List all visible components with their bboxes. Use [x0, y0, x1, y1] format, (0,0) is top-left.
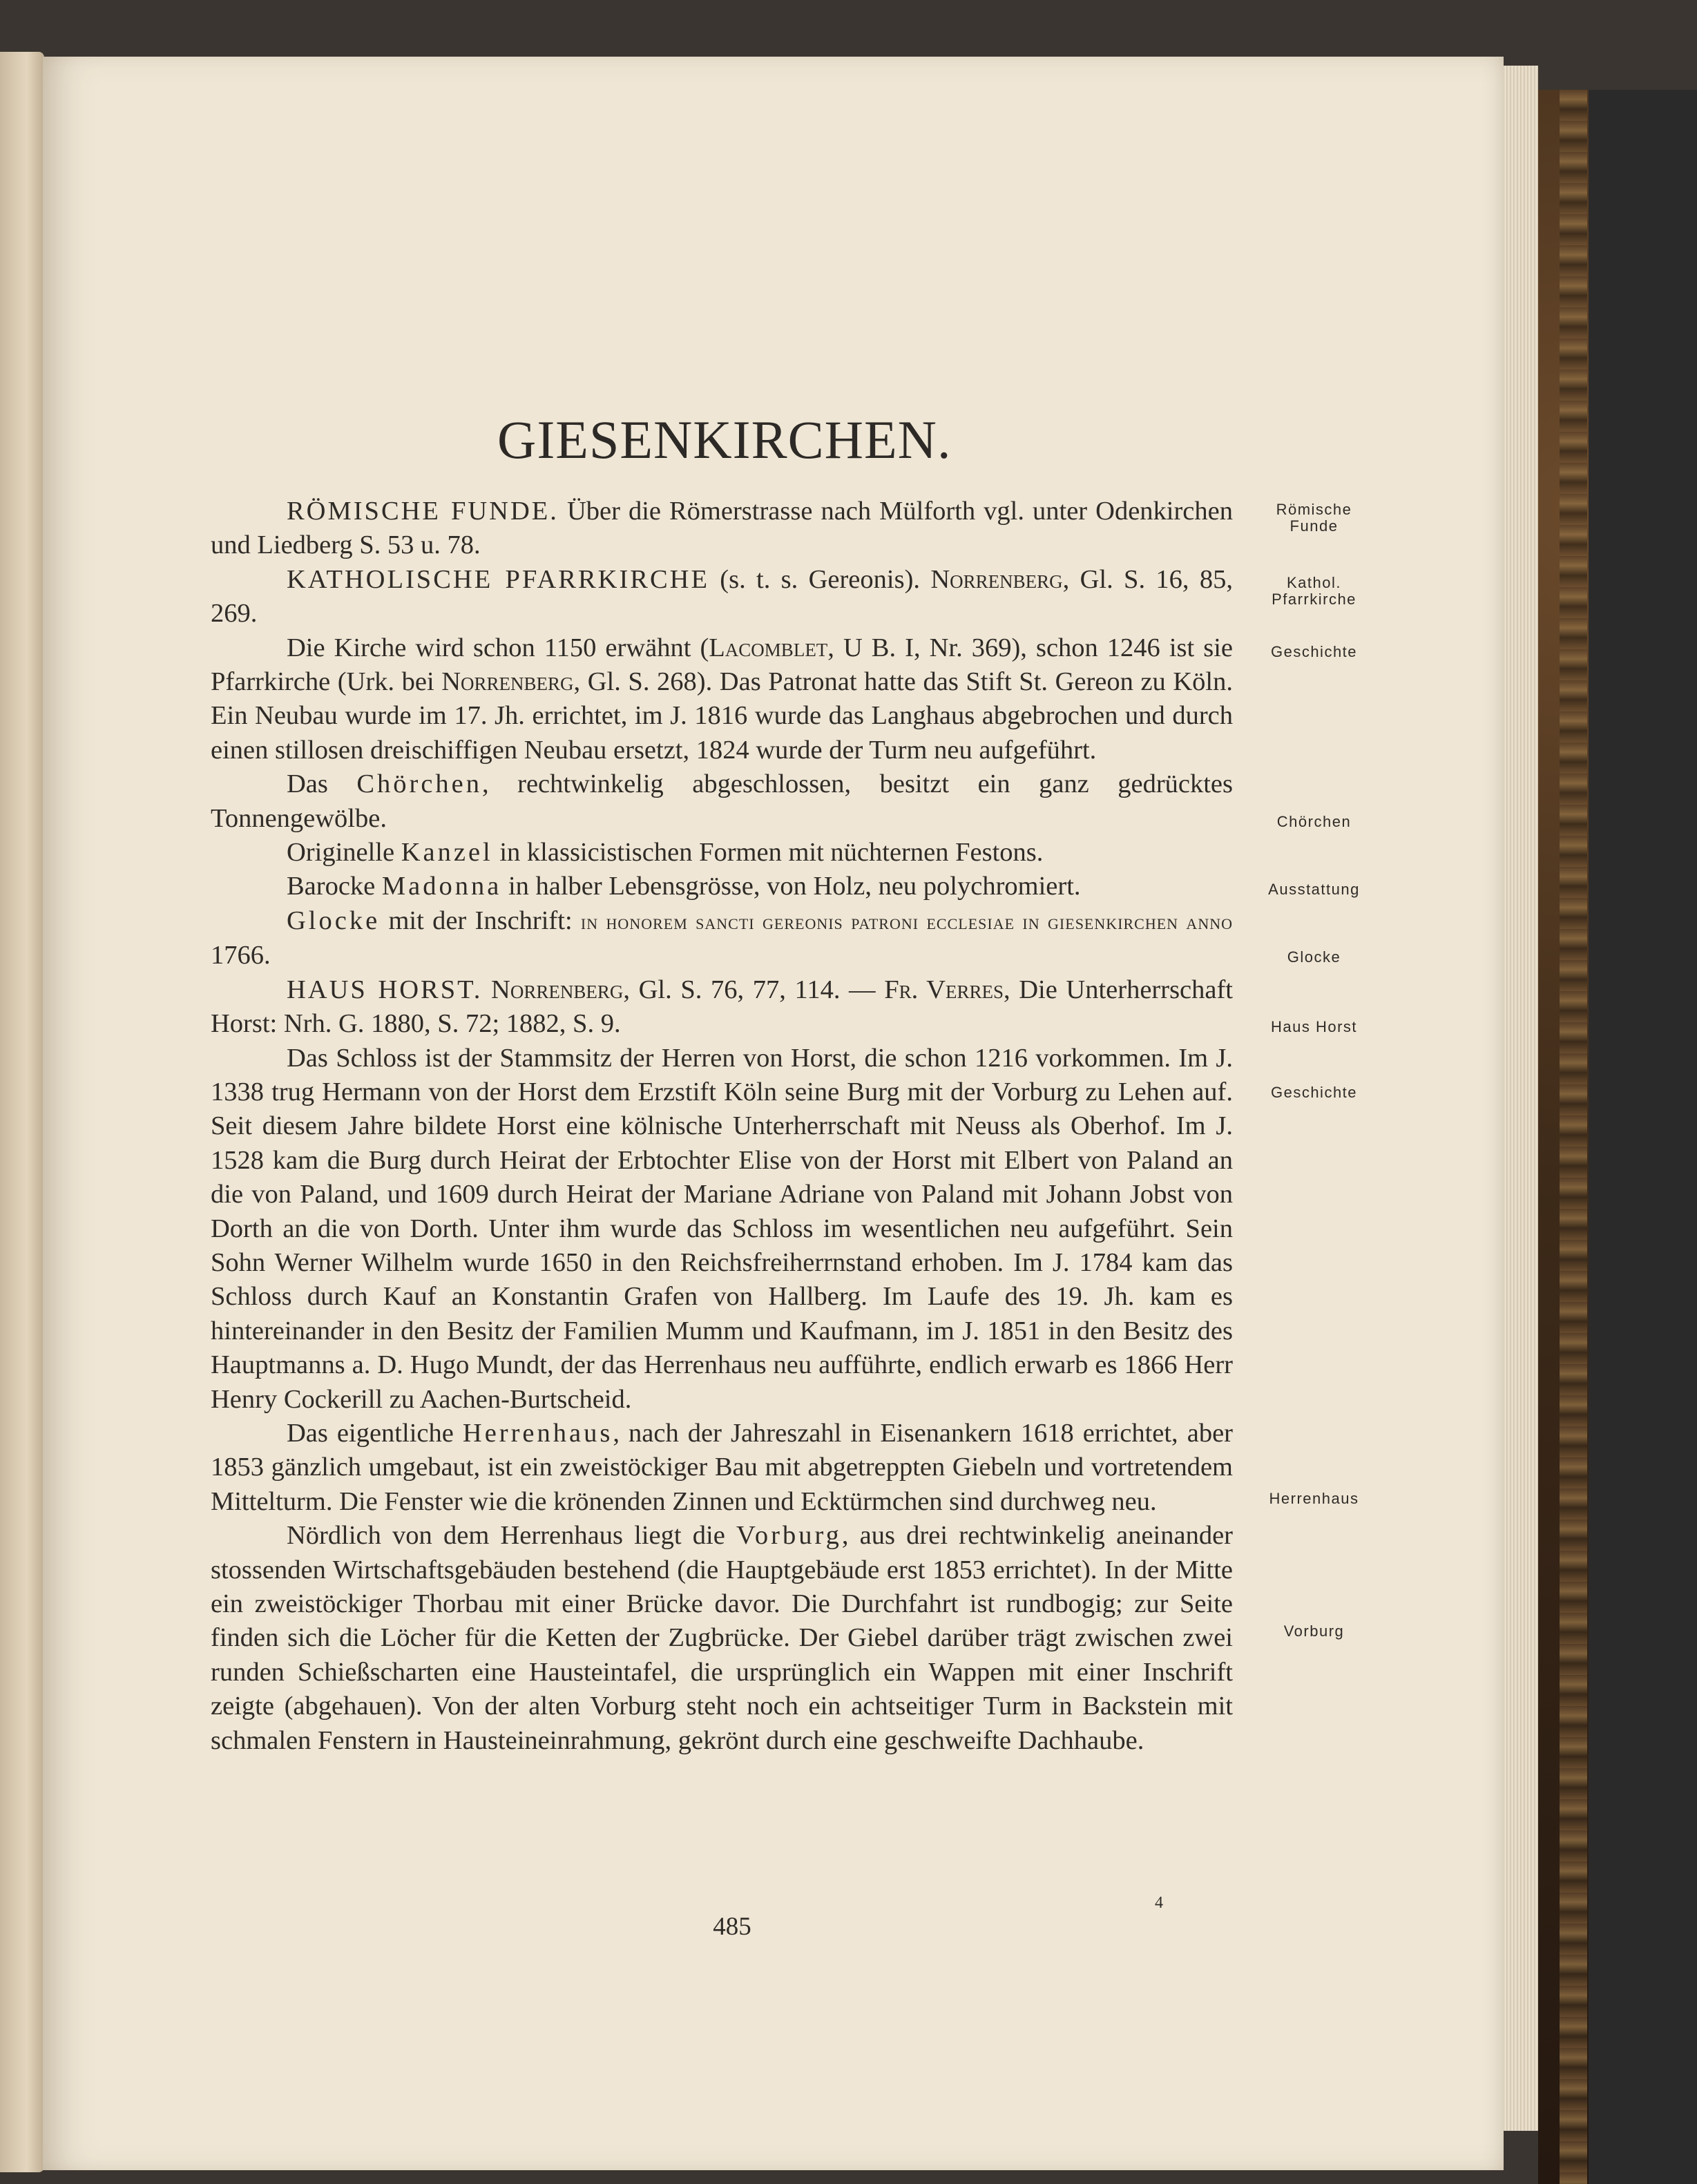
- paragraph-text: U B. I, Nr. 369), schon 1246 ist sie Pfarrkirche (Urk. bei: [211, 633, 1234, 697]
- author-reference: Lacomblet,: [709, 633, 834, 662]
- signature-mark: 4: [1155, 1894, 1163, 1912]
- left-page-edge: [0, 52, 44, 2172]
- spaced-term: Herrenhaus: [462, 1418, 613, 1448]
- margin-note-choerchen: Chörchen: [1276, 813, 1352, 830]
- margin-note-roemische-funde: Römische Funde: [1276, 501, 1352, 535]
- text-body: [211, 495, 1233, 1758]
- paragraph-text: Gl. S. 16, 85, 269.: [211, 564, 1233, 629]
- paragraph-text: Über die Römerstrasse nach Mülforth vgl. unter Odenkirchen und Liedberg S. 53 u. 78.: [211, 497, 1233, 560]
- paragraph-text: in klassicistischen Formen mit nüchternen Festons.: [492, 838, 1044, 868]
- paragraph-text: , aus drei rechtwinkelig aneinander stossenden Wirtschaftsgebäuden bestehend (die Hauptgebäude erst 1853 errichtet). In der Mitte ein zweistöckiger Thorbau mit einer Brücke davor. Die Durchfahrt ist rundbogig; zur Seite finden sich die Löcher für die Ketten der Zugbrücke. Der Giebel darüber trägt zwischen zwei runden Schießscharten eine Hausteintafel, die ursprünglich ein Wappen mit einer Inschrift zeigte (abgehauen). Von der alten Vorburg steht noch ein achtseitiger Turm in Backstein mit schmalen Fenstern in Hausteineinrahmung, gekrönt durch eine geschweifte Dachhaube.: [211, 1521, 1233, 1755]
- margin-note-geschichte: Geschichte: [1270, 1084, 1358, 1101]
- author-reference: Norrenberg,: [930, 564, 1070, 594]
- author-reference: Norrenberg,: [482, 975, 630, 1004]
- paragraph-haus-horst: [211, 973, 1233, 1042]
- margin-note-kathol-pfarrkirche: Kathol. Pfarrkirche: [1272, 574, 1356, 608]
- section-heading: KATHOLISCHE PFARRKIRCHE: [287, 564, 709, 594]
- paragraph-text: Gl. S. 76, 77, 114. —: [630, 975, 885, 1004]
- paragraph-kirche-geschichte: [211, 631, 1233, 768]
- paragraph-madonna: [211, 870, 1233, 903]
- paragraph-text: Die Kirche wird schon 1150 erwähnt (: [287, 633, 709, 662]
- paragraph-text: 1766.: [211, 941, 271, 970]
- section-heading: RÖMISCHE FUNDE.: [287, 497, 559, 526]
- margin-note-herrenhaus: Herrenhaus: [1269, 1490, 1359, 1507]
- page-number: 485: [713, 1913, 751, 1941]
- paragraph-text: Die Unterherrschaft Horst: Nrh. G. 1880, S. 72; 1882, S. 9.: [211, 975, 1233, 1039]
- spaced-term: Chörchen: [356, 769, 483, 799]
- author-reference: Fr. Verres,: [884, 975, 1010, 1004]
- paragraph-kath-pfarrkirche: [211, 563, 1233, 631]
- page-title: GIESENKIRCHEN.: [497, 410, 952, 470]
- background-dark: [1589, 90, 1697, 2184]
- bell-inscription: in honorem sancti gereonis patroni ecclesiae in giesenkirchen anno: [580, 909, 1233, 934]
- paragraph-choerchen: [211, 767, 1233, 836]
- page-edges: [1504, 66, 1538, 2131]
- paragraph-herrenhaus: [211, 1417, 1233, 1519]
- paragraph-text: Gl. S. 268). Das Patronat hatte das Stift St. Gereon zu Köln. Ein Neubau wurde im 17. Jh. errichtet, im J. 1816 wurde das Langhaus abgebrochen und durch einen stillosen dreischiffigen Neubau ersetzt, 1824 wurde der Turm neu aufgeführt.: [211, 667, 1233, 765]
- paragraph-text: Originelle: [287, 838, 401, 868]
- paragraph-text: Nördlich von dem Herrenhaus liegt die: [287, 1521, 737, 1551]
- paragraph-kanzel: [211, 836, 1233, 870]
- paragraph-text: , nach der Jahreszahl in Eisenankern 1618 errichtet, aber 1853 gänzlich umgebaut, ist ein zweistöckiger Bau mit abgetreppten Giebeln und vortretendem Mittelturm. Die Fenster wie die krönenden Zinnen und Ecktürmchen sind durchweg neu.: [211, 1418, 1233, 1516]
- paragraph-roemische-funde: [211, 495, 1233, 563]
- author-reference: Norrenberg,: [441, 667, 581, 697]
- paragraph-text: Das: [287, 769, 357, 799]
- spaced-term: Madonna: [381, 872, 502, 901]
- marbled-cover-strip: [1560, 90, 1587, 2184]
- paragraph-text: Barocke: [287, 872, 382, 901]
- section-heading: HAUS HORST.: [287, 975, 483, 1004]
- spaced-term: Vorburg: [736, 1521, 842, 1551]
- paragraph-text: Das eigentliche: [287, 1418, 463, 1448]
- paragraph-text: , rechtwinkelig abgeschlossen, besitzt ein ganz gedrücktes Tonnengewölbe.: [211, 769, 1233, 833]
- margin-note-haus-horst: Haus Horst: [1270, 1018, 1358, 1035]
- paragraph-vorburg: [211, 1519, 1233, 1758]
- paragraph-text: (s. t. s. Gereonis).: [709, 564, 931, 594]
- paragraph-horst-geschichte: Das Schloss ist der Stammsitz der Herren von Horst, die schon 1216 vorkommen. Im J. 1338 trug Hermann von der Horst dem Erzstift Köln seine Burg mit der Vorburg zu Lehen auf. Seit diesem Jahre bildete Horst eine kölnische Unterherrschaft mit Neuss als Oberhof. Im J. 1528 kam die Burg durch Heirat der Erbtochter Elise von der Horst mit Elbert von Paland an die von Paland, und 1609 durch Heirat der Mariane Adriane von Paland mit Johann Jobst von Dorth an die von Dorth. Unter ihm wurde das Schloss im wesentlichen neu aufgeführt. Sein Sohn Werner Wilhelm wurde 1650 in den Reichsfreiherrnstand erhoben. Im J. 1784 kam das Schloss durch Kauf an Konstantin Grafen von Hallberg. Im Laufe des 19. Jh. kam es hintereinander in den Besitz der Familien Mumm und Kaufmann, im J. 1851 in den Besitz des Hauptmanns a. D. Hugo Mundt, der das Herrenhaus neu aufführte, endlich erwarb es 1866 Herr Henry Cockerill zu Aachen-Burtscheid.: [211, 1043, 1233, 1414]
- spaced-term: Kanzel: [401, 838, 493, 868]
- paragraph-text: in halber Lebensgrösse, von Holz, neu polychromiert.: [501, 872, 1081, 901]
- paragraph-glocke: [211, 904, 1233, 973]
- margin-note-geschichte: Geschichte: [1270, 643, 1358, 660]
- margin-note-glocke: Glocke: [1287, 948, 1341, 966]
- spaced-term: Glocke: [287, 906, 381, 935]
- margin-note-vorburg: Vorburg: [1283, 1622, 1345, 1640]
- margin-note-ausstattung: Ausstattung: [1268, 881, 1360, 898]
- paragraph-text: mit der Inschrift:: [380, 906, 581, 935]
